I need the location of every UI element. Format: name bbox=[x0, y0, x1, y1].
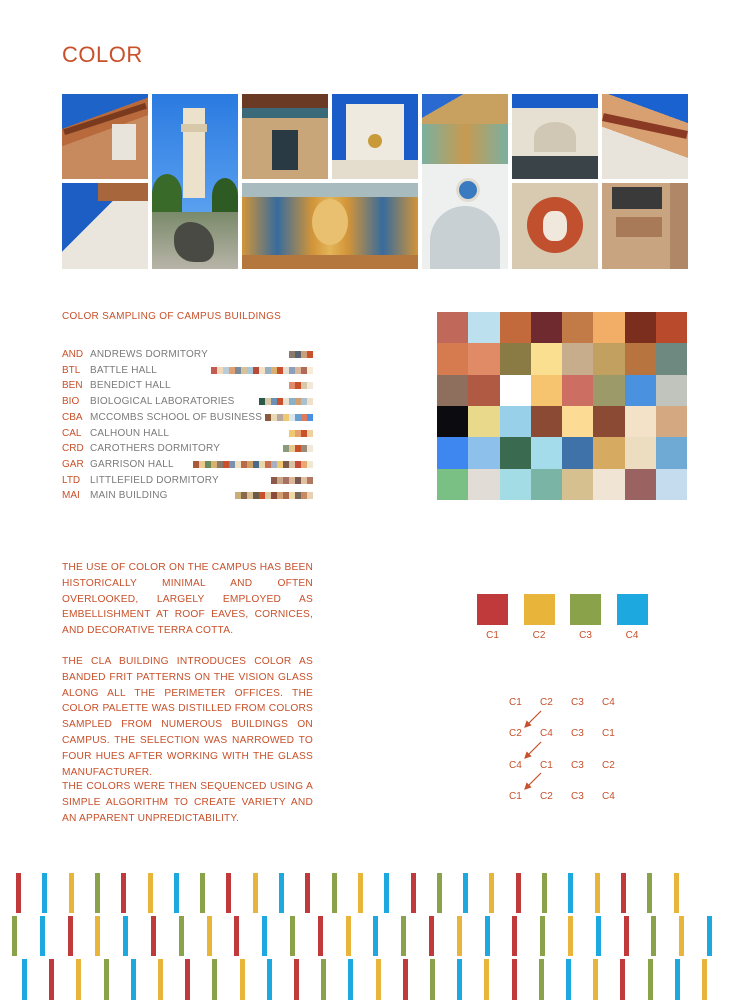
building-code: GAR bbox=[62, 458, 84, 470]
sequence-cell: C4 bbox=[602, 790, 615, 802]
frit-band bbox=[358, 873, 363, 913]
frit-band bbox=[512, 959, 517, 1000]
building-name: CALHOUN HALL bbox=[90, 427, 170, 439]
color-label: C4 bbox=[625, 630, 639, 641]
frit-band bbox=[702, 959, 707, 1000]
frit-band bbox=[540, 916, 545, 956]
page-title: COLOR bbox=[62, 42, 143, 67]
building-code: BIO bbox=[62, 396, 80, 408]
frit-band bbox=[457, 959, 462, 1000]
frit-band bbox=[596, 916, 601, 956]
building-code: BTL bbox=[62, 364, 81, 376]
frit-band bbox=[457, 916, 462, 956]
sequence-cell: C2 bbox=[509, 728, 522, 740]
frit-band bbox=[262, 916, 267, 956]
frit-band bbox=[566, 959, 571, 1000]
sequence-cell: C2 bbox=[540, 790, 553, 802]
frit-band bbox=[373, 916, 378, 956]
building-code: CBA bbox=[62, 411, 83, 423]
frit-band bbox=[305, 873, 310, 913]
frit-band bbox=[348, 959, 353, 1000]
frit-band bbox=[568, 916, 573, 956]
building-code: MAI bbox=[62, 490, 80, 502]
frit-band bbox=[516, 873, 521, 913]
frit-band bbox=[240, 959, 245, 1000]
sequence-cell: C4 bbox=[602, 697, 615, 708]
frit-band bbox=[403, 959, 408, 1000]
frit-band bbox=[648, 959, 653, 1000]
frit-band bbox=[212, 959, 217, 1000]
building-name: ANDREWS DORMITORY bbox=[90, 349, 209, 360]
frit-band bbox=[568, 873, 573, 913]
frit-band bbox=[131, 959, 136, 1000]
sequence-cell: C3 bbox=[571, 790, 584, 802]
frit-band bbox=[620, 959, 625, 1000]
frit-band bbox=[294, 959, 299, 1000]
frit-band bbox=[485, 916, 490, 956]
building-name: MCCOMBS SCHOOL OF BUSINESS bbox=[90, 411, 263, 423]
sequence-cell: C1 bbox=[602, 728, 615, 740]
building-code: BEN bbox=[62, 380, 83, 392]
frit-band bbox=[279, 873, 284, 913]
paragraph-intro: THE USE OF COLOR ON THE CAMPUS HAS BEEN HISTORICALLY MINIMAL AND OFTEN OVERLOOKED, LARGELY EMPLOYED AS EMBELLISHMENT AT ROOF EAVES, CORNICES, AND DECORATIVE TERRA COTTA. bbox=[62, 562, 313, 637]
frit-band bbox=[69, 873, 74, 913]
frit-band bbox=[321, 959, 326, 1000]
sequence-cell: C1 bbox=[509, 790, 522, 802]
sequence-cell: C1 bbox=[540, 759, 553, 771]
frit-band bbox=[234, 916, 239, 956]
frit-band bbox=[267, 959, 272, 1000]
frit-band bbox=[595, 873, 600, 913]
sequence-arrow bbox=[525, 773, 541, 789]
frit-band bbox=[463, 873, 468, 913]
frit-band bbox=[539, 959, 544, 1000]
frit-band bbox=[489, 873, 494, 913]
frit-band bbox=[384, 873, 389, 913]
color-label: C3 bbox=[579, 630, 592, 641]
frit-band bbox=[647, 873, 652, 913]
frit-band bbox=[411, 873, 416, 913]
frit-band bbox=[95, 873, 100, 913]
frit-band bbox=[151, 916, 156, 956]
paragraph-frit: THE CLA BUILDING INTRODUCES COLOR AS BANDED FRIT PATTERNS ON THE VISION GLASS ALONG ALL THE PERIMETER OFFICES. THE COLOR PALETTE WAS DISTILLED FROM COLORS SAMPLED FROM NUMEROUS BUILDINGS ON CAMPUS. THE SELECTION WAS NARROWED TO FOUR HUES AFTER WORKING WITH THE GLASS MANUFACTURER. bbox=[62, 656, 313, 778]
frit-band bbox=[542, 873, 547, 913]
frit-band bbox=[42, 873, 47, 913]
frit-band bbox=[123, 916, 128, 956]
frit-band bbox=[16, 873, 21, 913]
frit-band bbox=[200, 873, 205, 913]
frit-band bbox=[346, 916, 351, 956]
frit-band bbox=[429, 916, 434, 956]
frit-band bbox=[624, 916, 629, 956]
frit-band bbox=[621, 873, 626, 913]
building-code: AND bbox=[62, 349, 84, 360]
sequence-cell: C3 bbox=[571, 728, 584, 740]
frit-band bbox=[437, 873, 442, 913]
sequence-cell: C4 bbox=[540, 728, 553, 740]
frit-band bbox=[707, 916, 712, 956]
frit-band bbox=[593, 959, 598, 1000]
frit-band bbox=[179, 916, 184, 956]
frit-band bbox=[207, 916, 212, 956]
frit-band bbox=[332, 873, 337, 913]
sequence-cell: C3 bbox=[571, 697, 584, 708]
frit-band bbox=[226, 873, 231, 913]
building-name: MAIN BUILDING bbox=[90, 490, 168, 502]
frit-band bbox=[68, 916, 73, 956]
frit-band bbox=[401, 916, 406, 956]
building-code: LTD bbox=[62, 474, 81, 486]
sequence-cell: C1 bbox=[509, 697, 522, 708]
building-name: CAROTHERS DORMITORY bbox=[90, 443, 221, 455]
building-name: GARRISON HALL bbox=[90, 458, 174, 470]
paragraph-sequence: THE COLORS WERE THEN SEQUENCED USING A SIMPLE ALGORITHM TO CREATE VARIETY AND AN APPARENT UNPREDICTABILITY. bbox=[62, 781, 313, 824]
sequence-cell: C3 bbox=[571, 759, 584, 771]
sequence-cell: C4 bbox=[509, 759, 522, 771]
frit-band bbox=[512, 916, 517, 956]
building-name: BENEDICT HALL bbox=[90, 380, 171, 392]
building-name: LITTLEFIELD DORMITORY bbox=[90, 474, 219, 486]
frit-band bbox=[121, 873, 126, 913]
building-name: BATTLE HALL bbox=[90, 364, 158, 376]
frit-band bbox=[484, 959, 489, 1000]
frit-band bbox=[95, 916, 100, 956]
sequence-arrow bbox=[525, 711, 541, 727]
color-label: C2 bbox=[532, 630, 546, 641]
building-code: CAL bbox=[62, 427, 82, 439]
building-name: BIOLOGICAL LABORATORIES bbox=[90, 396, 235, 408]
frit-band bbox=[430, 959, 435, 1000]
frit-band bbox=[104, 959, 109, 1000]
frit-band bbox=[185, 959, 190, 1000]
frit-band bbox=[651, 916, 656, 956]
frit-band bbox=[12, 916, 17, 956]
frit-band bbox=[253, 873, 258, 913]
frit-band bbox=[158, 959, 163, 1000]
frit-band bbox=[76, 959, 81, 1000]
sequence-arrow bbox=[525, 742, 541, 758]
color-label: C1 bbox=[486, 630, 499, 641]
sampling-heading: COLOR SAMPLING OF CAMPUS BUILDINGS bbox=[62, 311, 282, 322]
building-code: CRD bbox=[62, 443, 84, 455]
frit-band bbox=[290, 916, 295, 956]
frit-band bbox=[679, 916, 684, 956]
frit-band bbox=[675, 959, 680, 1000]
frit-band bbox=[40, 916, 45, 956]
frit-band bbox=[376, 959, 381, 1000]
frit-band bbox=[49, 959, 54, 1000]
sequence-cell: C2 bbox=[602, 759, 615, 771]
frit-band bbox=[318, 916, 323, 956]
sequence-cell: C2 bbox=[540, 697, 553, 708]
frit-band bbox=[148, 873, 153, 913]
frit-band bbox=[674, 873, 679, 913]
frit-band bbox=[174, 873, 179, 913]
frit-band bbox=[22, 959, 27, 1000]
